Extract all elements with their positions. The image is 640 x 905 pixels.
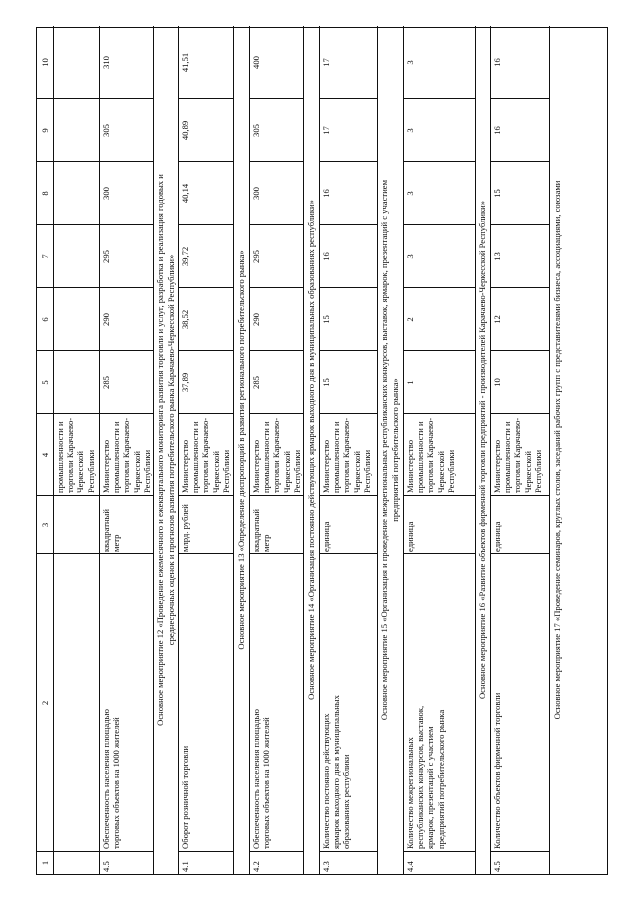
value-cell: 40,89 — [180, 120, 190, 141]
value-cell: 305 — [251, 124, 261, 137]
col-separator — [319, 413, 377, 414]
col-separator — [249, 350, 303, 351]
indicator-cell: Обеспеченность населения площадью торговых объектов на 1000 жителей — [251, 709, 272, 849]
col-separator — [490, 495, 549, 496]
value-cell: 15 — [321, 378, 331, 387]
col-separator — [249, 161, 303, 162]
col-separator — [403, 161, 475, 162]
col-separator — [319, 851, 377, 852]
value-cell: 2 — [405, 317, 415, 322]
value-cell: 10 — [492, 378, 502, 387]
header-cell-6: 6 — [40, 317, 50, 322]
unit-cell: млрд. рублей — [180, 504, 190, 552]
col-separator — [319, 350, 377, 351]
col-separator — [319, 98, 377, 99]
value-cell: 3 — [405, 254, 415, 259]
row-line — [99, 26, 100, 874]
col-separator — [490, 98, 549, 99]
col-separator — [37, 553, 153, 554]
value-cell: 310 — [101, 56, 111, 69]
row-number: 4.5 — [492, 861, 502, 872]
col-separator — [37, 350, 153, 351]
value-cell: 17 — [321, 126, 331, 135]
ministry-cell: Министерство промышленности и торговли Карачаево- Черкесской Республики — [492, 417, 543, 493]
col-separator — [249, 851, 303, 852]
col-separator — [490, 851, 549, 852]
value-cell: 300 — [251, 187, 261, 200]
ministry-cell: промышленности и торговли Карачаево- Черкесской Республики — [55, 417, 96, 493]
row-line — [249, 26, 250, 874]
ministry-cell: Министерство промышленности и торговли Карачаево- Черкесской Республики — [180, 417, 231, 493]
col-separator — [37, 413, 153, 414]
row-line — [233, 26, 234, 874]
value-cell: 3 — [405, 60, 415, 65]
value-cell: 295 — [101, 250, 111, 263]
value-cell: 41,51 — [180, 52, 190, 73]
row-line — [303, 26, 304, 874]
col-separator — [37, 851, 153, 852]
value-cell: 16 — [321, 252, 331, 261]
col-separator — [490, 287, 549, 288]
section-heading-15: Основное мероприятие 15 «Организация и проведение межрегиональных республиканских конкурсов, выставок, ярмарок, презентаций с участием предприятий потребительского рынка» — [379, 179, 400, 721]
indicator-cell: Оборот розничной торговли — [180, 745, 190, 849]
ministry-cell: Министерство промышленности и торговли Карачаево- Черкесской Республики — [405, 417, 456, 493]
unit-cell: квадратный метр — [251, 509, 272, 552]
col-separator — [178, 287, 233, 288]
col-separator — [178, 98, 233, 99]
indicator-cell: Количество объектов фирменной торговли — [492, 692, 502, 849]
col-separator — [490, 553, 549, 554]
header-cell-7: 7 — [40, 254, 50, 259]
header-cell-2: 2 — [40, 700, 50, 706]
value-cell: 16 — [321, 189, 331, 198]
header-cell-8: 8 — [40, 191, 50, 196]
header-cell-1: 1 — [40, 860, 50, 866]
row-line — [319, 26, 320, 874]
row-number: 4.5 — [101, 861, 111, 872]
col-separator — [319, 495, 377, 496]
col-separator — [178, 553, 233, 554]
col-separator — [490, 161, 549, 162]
row-line — [475, 26, 476, 874]
header-cell-4: 4 — [40, 452, 50, 458]
value-cell: 285 — [251, 376, 261, 389]
header-cell-10: 10 — [40, 58, 50, 67]
value-cell: 300 — [101, 187, 111, 200]
ministry-cell: Министерство промышленности и торговли Карачаево- Черкесской Республики — [101, 417, 152, 493]
col-separator — [178, 851, 233, 852]
value-cell: 400 — [251, 56, 261, 69]
section-heading-13: Основное мероприятие 13 «Определение диспропорций в развитии регионального потребительского рынка» — [236, 250, 246, 650]
section-heading-14: Основное мероприятие 14 «Организация постоянно действующих ярмарок выходного дня в муниципальных образованиях республики» — [306, 200, 316, 700]
indicator-cell: Обеспеченность населения площадью торговых объектов на 1000 жителей — [101, 709, 122, 849]
unit-cell: единица — [405, 521, 415, 552]
header-cell-3: 3 — [40, 522, 50, 528]
col-separator — [249, 98, 303, 99]
section-heading-16: Основное мероприятие 16 «Развитие объектов фирменной торговли предприятий - производителей Карачаево-Черкесской Республики» — [477, 200, 487, 700]
ministry-cell: Министерство промышленности и торговли Карачаево- Черкесской Республики — [321, 417, 372, 493]
col-separator — [490, 350, 549, 351]
col-separator — [249, 287, 303, 288]
value-cell: 3 — [405, 128, 415, 133]
value-cell: 305 — [101, 124, 111, 137]
row-line — [403, 26, 404, 874]
col-separator — [319, 287, 377, 288]
value-cell: 295 — [251, 250, 261, 263]
row-line — [153, 26, 154, 874]
value-cell: 15 — [492, 189, 502, 198]
col-separator — [249, 495, 303, 496]
value-cell: 290 — [101, 313, 111, 326]
col-separator — [490, 413, 549, 414]
col-separator — [37, 224, 153, 225]
ministry-cell: Министерство промышленности и торговли Карачаево- Черкесской Республики — [251, 417, 302, 493]
row-line — [178, 26, 179, 874]
header-cell-9: 9 — [40, 128, 50, 133]
value-cell: 16 — [492, 58, 502, 67]
value-cell: 290 — [251, 313, 261, 326]
value-cell: 3 — [405, 191, 415, 196]
col-separator — [249, 413, 303, 414]
col-separator — [319, 553, 377, 554]
row-number: 4.4 — [405, 861, 415, 872]
col-separator — [403, 98, 475, 99]
row-line — [549, 26, 550, 874]
value-cell: 17 — [321, 58, 331, 67]
row-line — [377, 26, 378, 874]
row-number: 4.2 — [251, 861, 261, 872]
value-cell: 39,72 — [180, 246, 190, 267]
unit-cell: единица — [492, 521, 502, 552]
col-separator — [37, 98, 153, 99]
row-number: 4.1 — [180, 861, 190, 872]
col-separator — [37, 161, 153, 162]
indicator-cell: Количество межрегиональных республиканских конкурсов, выставок, ярмарок, презентаций с участием предприятий потребительского рынка — [405, 705, 446, 849]
value-cell: 15 — [321, 315, 331, 324]
row-number: 4.3 — [321, 861, 331, 872]
value-cell: 38,52 — [180, 309, 190, 330]
indicators-table — [36, 27, 608, 875]
value-cell: 16 — [492, 126, 502, 135]
section-heading-12: Основное мероприятие 12 «Проведение ежемесячного и ежеквартального мониторинга развития торговли и услуг, разработка и реализация годовых и среднесрочных оценок и прогнозов развития потребительского рынка Карачаево-Черкесской Республики» — [155, 174, 176, 726]
indicator-cell: Количество постоянно действующих ярмарок выходного дня в муниципальных образованиях республики — [321, 695, 352, 849]
unit-cell: квадратный метр — [101, 509, 122, 552]
row-line — [490, 26, 491, 874]
value-cell: 12 — [492, 315, 502, 324]
value-cell: 40,14 — [180, 183, 190, 204]
col-separator — [403, 851, 475, 852]
section-heading-17: Основное мероприятие 17 «Проведение семинаров, круглых столов, заседаний рабочих групп с представителями бизнеса, ассоциациями, союзами — [552, 180, 562, 720]
col-separator — [403, 495, 475, 496]
col-separator — [403, 553, 475, 554]
unit-cell: единица — [321, 521, 331, 552]
col-separator — [490, 224, 549, 225]
col-separator — [249, 553, 303, 554]
col-separator — [319, 224, 377, 225]
col-separator — [37, 287, 153, 288]
col-separator — [178, 161, 233, 162]
header-cell-5: 5 — [40, 380, 50, 385]
value-cell: 285 — [101, 376, 111, 389]
col-separator — [178, 224, 233, 225]
col-separator — [319, 161, 377, 162]
col-separator — [403, 350, 475, 351]
value-cell: 1 — [405, 380, 415, 385]
value-cell: 37,89 — [180, 372, 190, 393]
col-separator — [178, 495, 233, 496]
col-separator — [178, 350, 233, 351]
col-separator — [403, 287, 475, 288]
value-cell: 13 — [492, 252, 502, 261]
col-separator — [37, 495, 153, 496]
col-separator — [403, 413, 475, 414]
col-separator — [178, 413, 233, 414]
col-separator — [403, 224, 475, 225]
col-separator — [249, 224, 303, 225]
header-bottom-line — [53, 26, 54, 874]
